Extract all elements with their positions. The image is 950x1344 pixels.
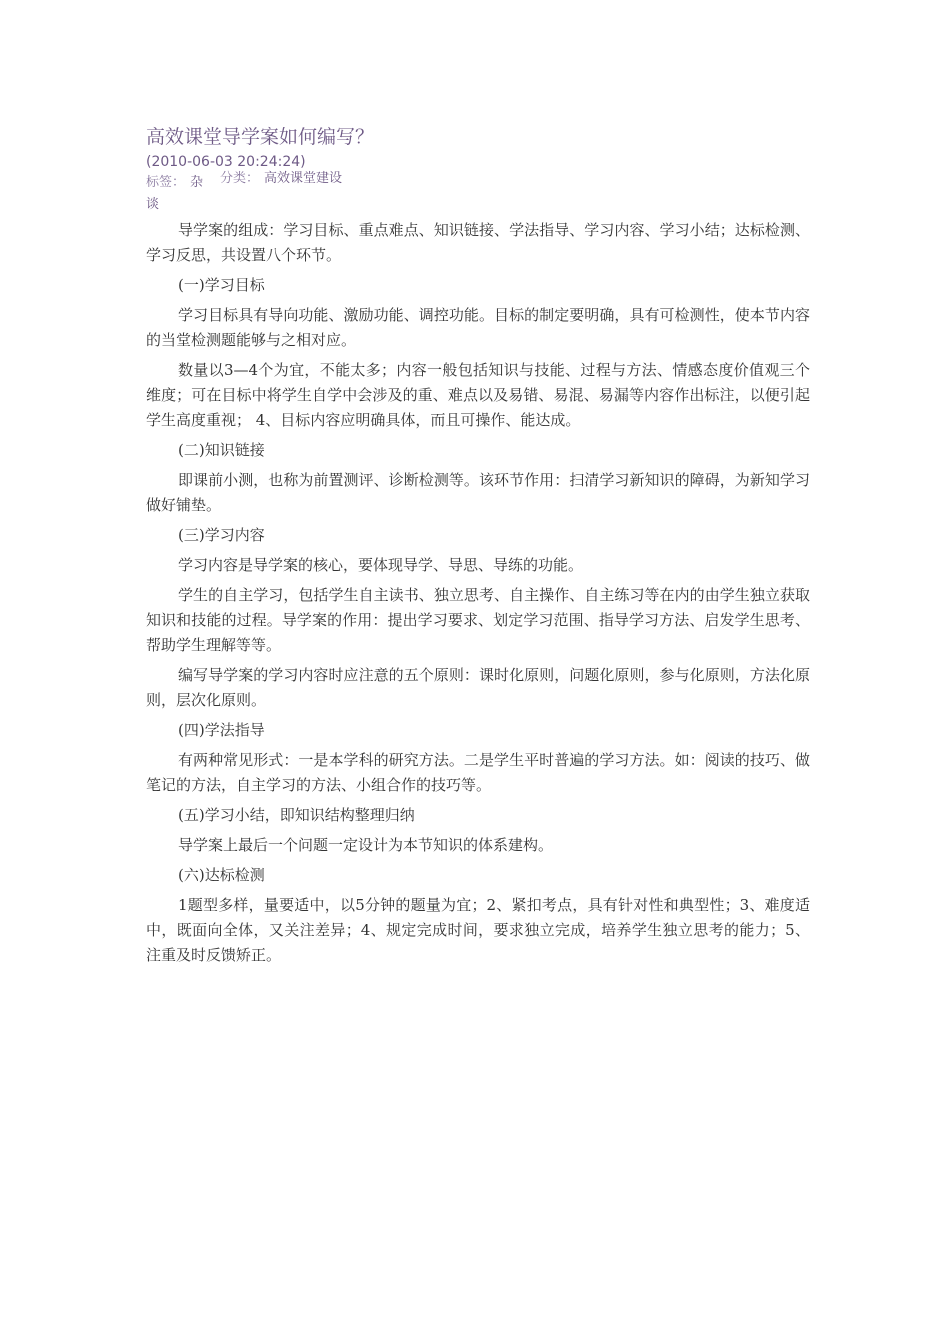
section-heading: (四)学法指导 [178, 721, 265, 739]
paragraph: 导学案的组成：学习目标、重点难点、知识链接、学法指导、学习内容、学习小结；达标检测、学习反思，共设置八个环节。 [146, 221, 810, 264]
paragraph: 有两种常见形式：一是本学科的研究方法。二是学生平时普遍的学习方法。如：阅读的技巧、做笔记的方法，自主学习的方法、小组合作的技巧等。 [146, 751, 810, 794]
category-link[interactable]: 高效课堂建设 [264, 171, 343, 186]
article-date: (2010-06-03 20:24:24) [146, 154, 306, 170]
tag-link[interactable]: 杂 [190, 175, 204, 190]
section-heading: (六)达标检测 [178, 866, 265, 884]
category-label: 分类： [220, 171, 260, 186]
paragraph: 1题型多样，量要适中，以5分钟的题量为宜；2、紧扣考点，具有针对性和典型性；3、难度适中，既面向全体，又关注差异；4、规定完成时间，要求独立完成，培养学生独立思考的能力；5、注重及时反馈矫正。 [146, 896, 810, 964]
paragraph: 数量以3—4个为宜，不能太多；内容一般包括知识与技能、过程与方法、情感态度价值观三个维度；可在目标中将学生自学中会涉及的重、难点以及易错、易混、易漏等内容作出标注，以便引起学生高度重视； 4、目标内容应明确具体，而且可操作、能达成。 [146, 361, 810, 429]
article-title: 高效课堂导学案如何编写？ [146, 126, 375, 148]
tag-label: 标签： [146, 175, 186, 190]
article-meta [146, 172, 810, 216]
paragraph: 编写导学案的学习内容时应注意的五个原则：课时化原则，问题化原则，参与化原则，方法化原则，层次化原则。 [146, 666, 810, 709]
tag-link-continued[interactable]: 谈 [146, 197, 160, 212]
paragraph: 即课前小测，也称为前置测评、诊断检测等。该环节作用：扫清学习新知识的障碍，为新知学习做好铺垫。 [146, 471, 810, 514]
article-body [146, 218, 810, 968]
section-heading: (一)学习目标 [178, 276, 265, 294]
section-heading: (五)学习小结，即知识结构整理归纳 [178, 806, 415, 824]
paragraph: 学习内容是导学案的核心，要体现导学、导思、导练的功能。 [178, 556, 584, 574]
section-heading: (三)学习内容 [178, 526, 265, 544]
paragraph: 导学案上最后一个问题一定设计为本节知识的体系建构。 [178, 836, 554, 854]
article [146, 124, 810, 973]
section-heading: (二)知识链接 [178, 441, 265, 459]
paragraph: 学习目标具有导向功能、激励功能、调控功能。目标的制定要明确，具有可检测性，使本节内容的当堂检测题能够与之相对应。 [146, 306, 810, 349]
paragraph: 学生的自主学习，包括学生自主读书、独立思考、自主操作、自主练习等在内的由学生独立获取知识和技能的过程。导学案的作用：提出学习要求、划定学习范围、指导学习方法、启发学生思考、帮助学生理解等等。 [146, 586, 810, 654]
